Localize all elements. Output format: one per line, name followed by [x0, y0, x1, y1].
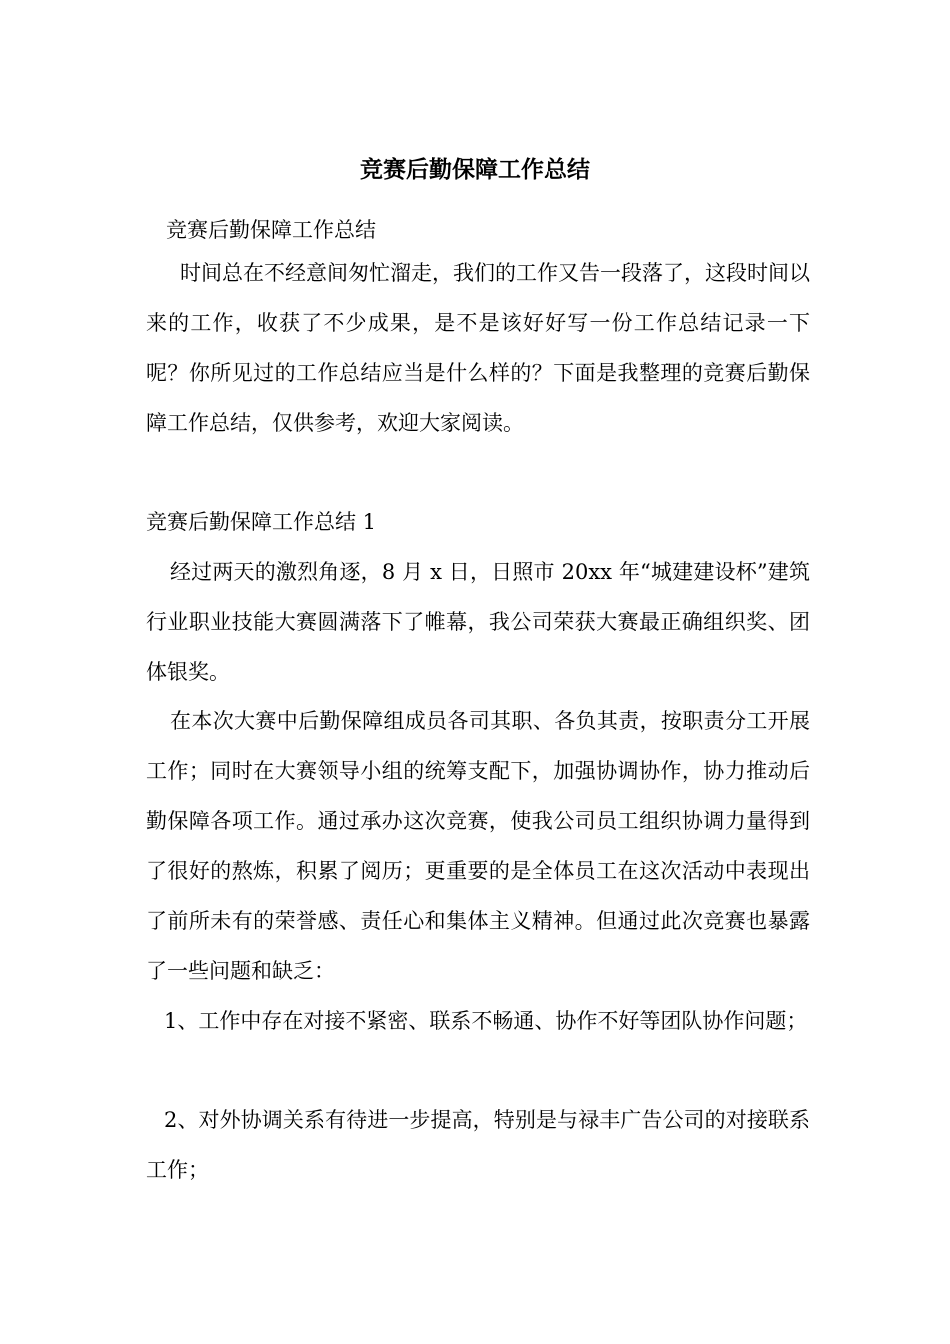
- section-heading: 竞赛后勤保障工作总结 1: [146, 510, 377, 534]
- intro-paragraph: 时间总在不经意间匆忙溜走，我们的工作又告一段落了，这段时间以来的工作，收获了不少成果，是不是该好好写一份工作总结记录一下呢？你所见过的工作总结应当是什么样的？下面是我整理的竞赛后勤保障工作总结，仅供参考，欢迎大家阅读。: [146, 261, 810, 435]
- list-item-2: 2、对外协调关系有待进一步提高，特别是与禄丰广告公司的对接联系工作；: [146, 1108, 810, 1182]
- document-subtitle: 竞赛后勤保障工作总结: [166, 218, 376, 242]
- document-title: 竞赛后勤保障工作总结: [360, 156, 590, 183]
- body-paragraph-1: 经过两天的激烈角逐，8 月 x 日，日照市 20xx 年“城建建设杯”建筑行业职业技能大赛圆满落下了帷幕，我公司荣获大赛最正确组织奖、团体银奖。: [146, 560, 810, 684]
- body-paragraph-2: 在本次大赛中后勤保障组成员各司其职、各负其责，按职责分工开展工作；同时在大赛领导小组的统筹支配下，加强协调协作，协力推动后勤保障各项工作。通过承办这次竞赛，使我公司员工组织协调力量得到了很好的熬炼，积累了阅历；更重要的是全体员工在这次活动中表现出了前所未有的荣誉感、责任心和集体主义精神。但通过此次竞赛也暴露了一些问题和缺乏：: [146, 709, 810, 983]
- list-item-1: 1、工作中存在对接不紧密、联系不畅通、协作不好等团队协作问题；: [164, 1009, 808, 1033]
